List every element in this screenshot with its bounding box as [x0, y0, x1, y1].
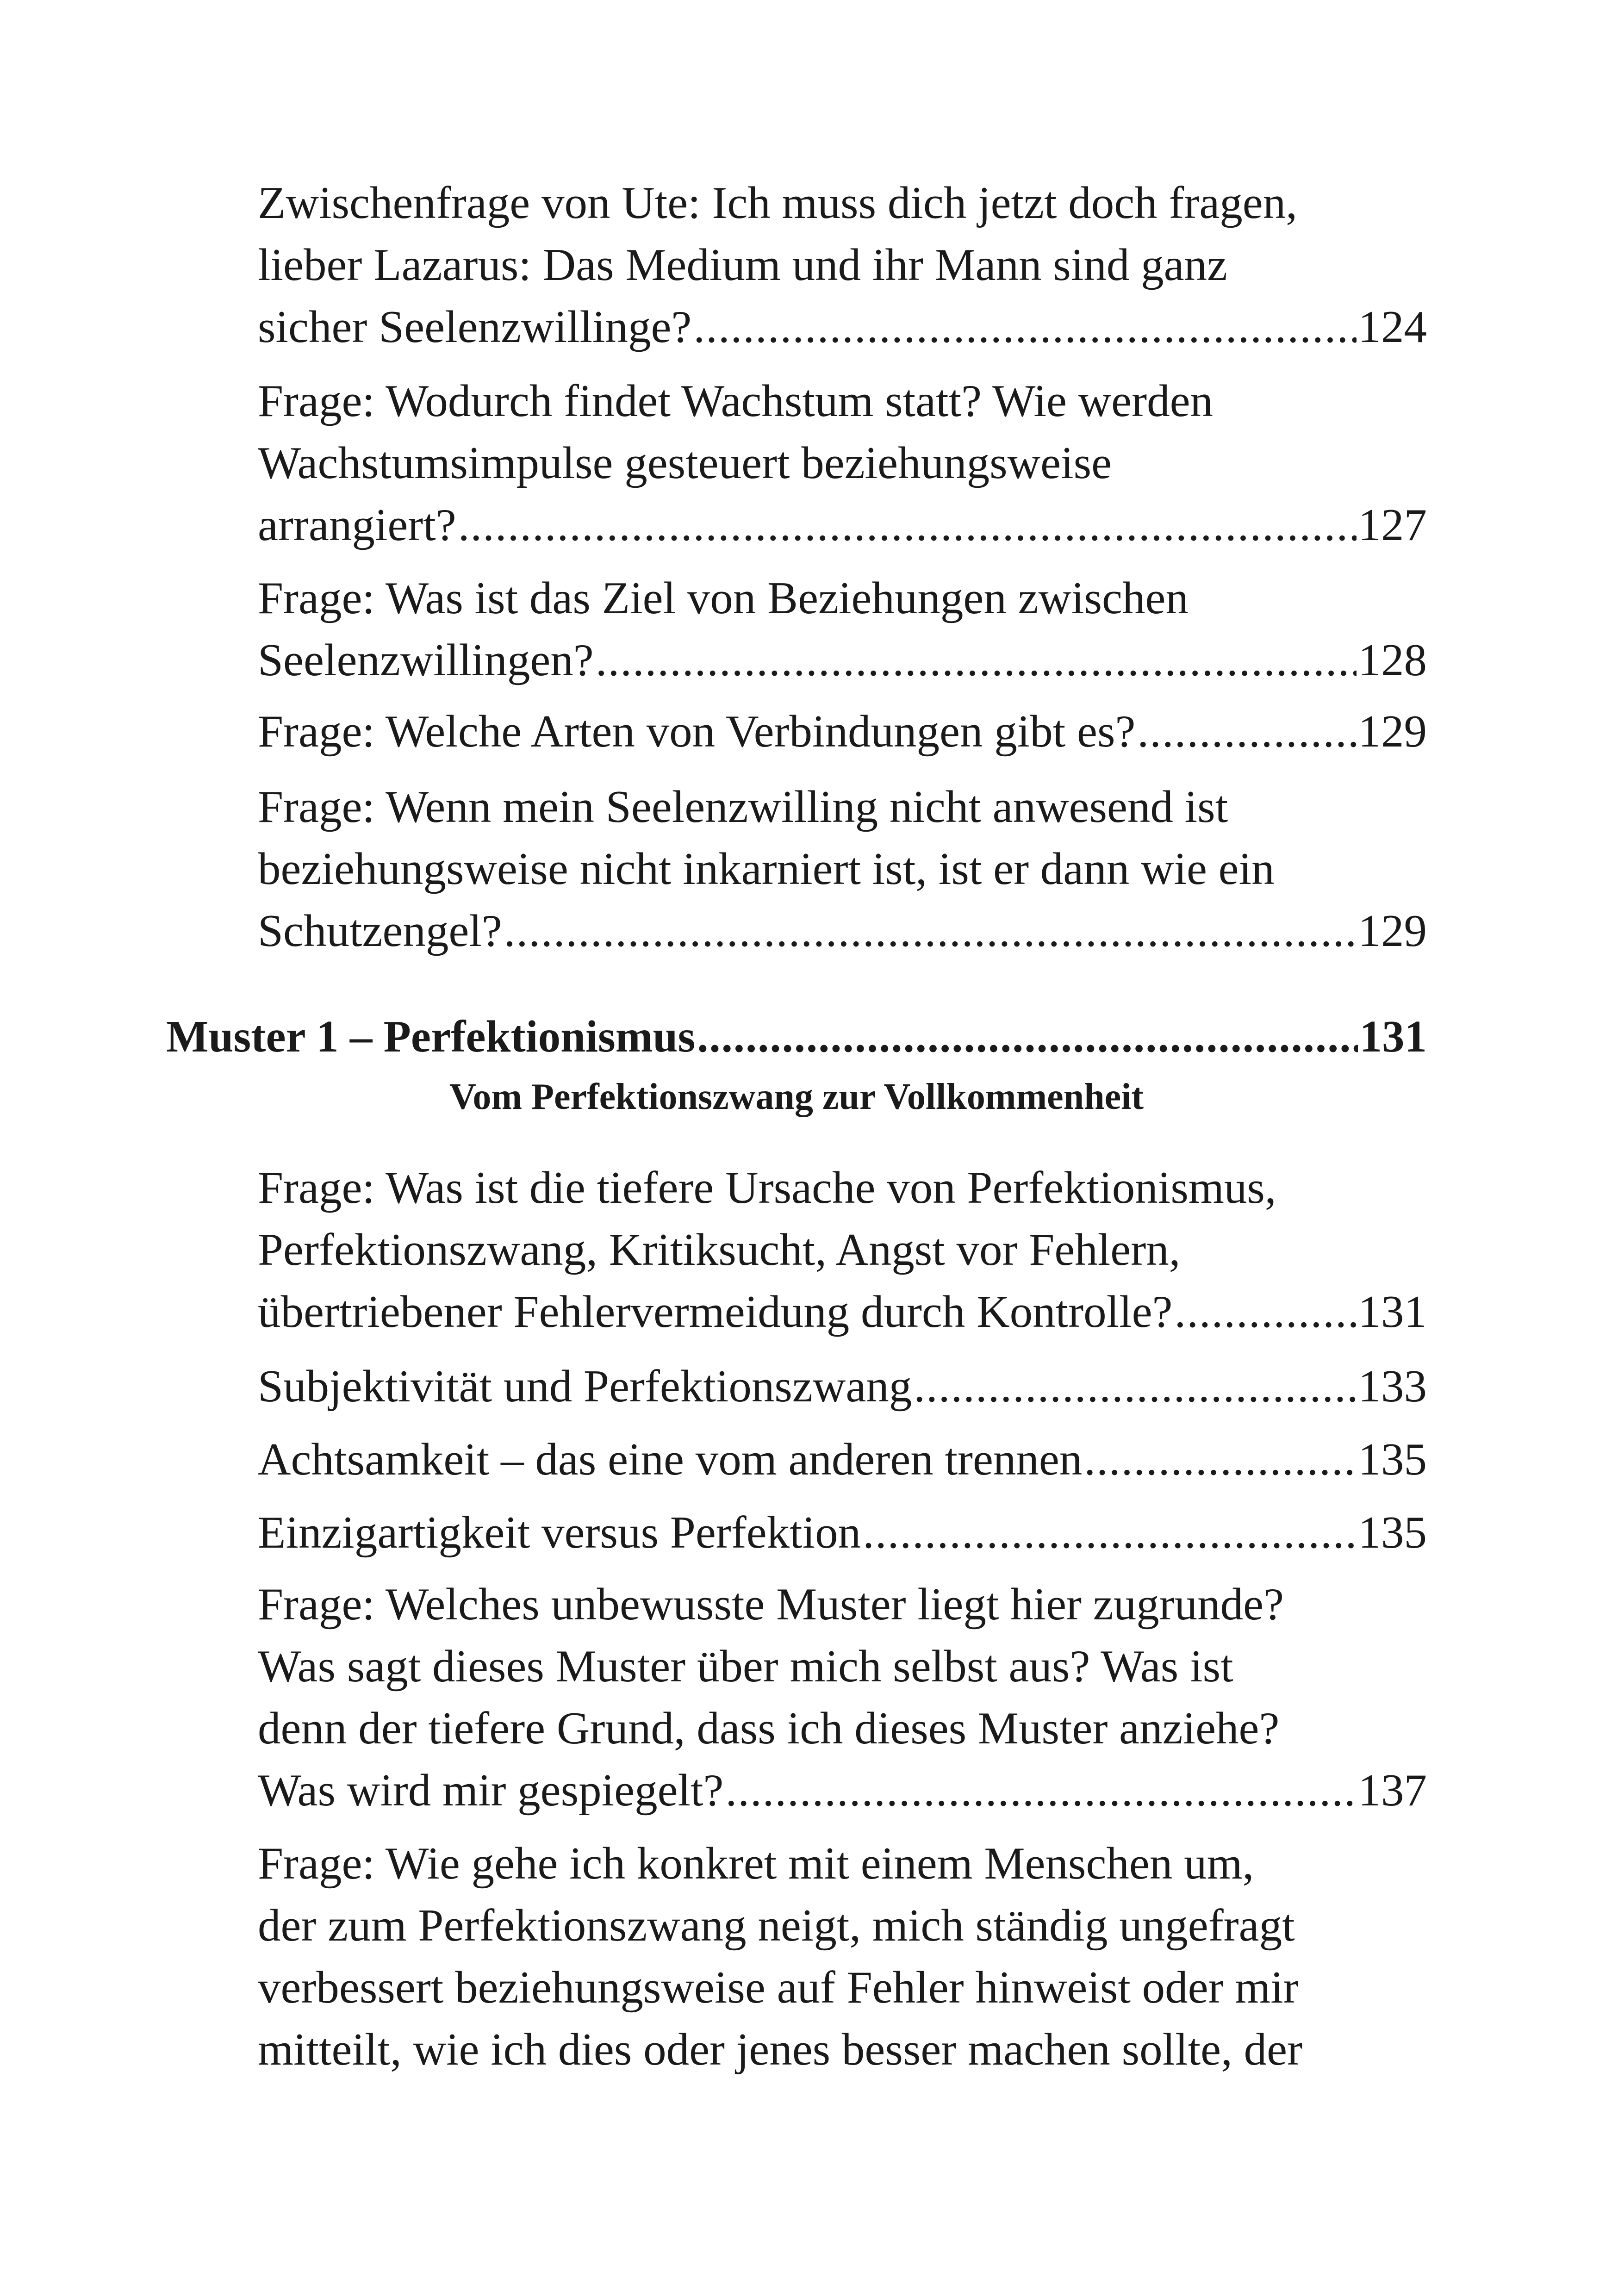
dot-leader: [914, 1356, 1356, 1418]
toc-entry-last-line: [258, 494, 1427, 556]
toc-entry-line: Frage: Wie gehe ich konkret mit einem Menschen um,: [258, 1838, 1254, 1889]
toc-entry-line: Was sagt dieses Muster über mich selbst aus? Was ist: [258, 1641, 1233, 1692]
page-number: 131: [1358, 1287, 1427, 1337]
toc-entry-text: Seelenzwillingen?: [258, 635, 594, 685]
page-number: 129: [1358, 906, 1427, 956]
toc-entry-line: mitteilt, wie ich dies oder jenes besser machen sollte, der: [258, 2024, 1303, 2075]
page-number: 135: [1358, 1434, 1427, 1485]
toc-entry-last-line: [258, 900, 1427, 962]
dot-leader: [458, 494, 1357, 556]
chapter-subtitle: Vom Perfektionszwang zur Vollkommenheit: [449, 1076, 1144, 1117]
toc-entry-text: Subjektivität und Perfektionszwang: [258, 1361, 912, 1412]
dot-leader: [863, 1502, 1356, 1564]
toc-entry-line: Frage: Wodurch findet Wachstum statt? Wie werden: [258, 376, 1214, 426]
dot-leader: [725, 1760, 1356, 1822]
toc-entry-last-line: [258, 1281, 1427, 1343]
toc-entry-continued[interactable]: [258, 1833, 1427, 2081]
page-number: 133: [1358, 1361, 1427, 1412]
toc-entry[interactable]: [258, 567, 1427, 691]
toc-entry-last-line: [258, 296, 1427, 358]
dot-leader: [596, 629, 1357, 691]
toc-entry-line: Perfektionszwang, Kritiksucht, Angst vor Fehlern,: [258, 1225, 1181, 1275]
toc-entry-line: der zum Perfektionszwang neigt, mich ständig ungefragt: [258, 1900, 1295, 1951]
toc-entry[interactable]: [258, 1157, 1427, 1343]
toc-entry-text: Schutzengel?: [258, 906, 502, 956]
toc-entry-last-line: [258, 1760, 1427, 1822]
chapter-title: Muster 1 – Perfektionismus: [166, 1012, 696, 1061]
toc-entry-text: Einzigartigkeit versus Perfektion: [258, 1507, 861, 1558]
toc-entry-last-line: [258, 701, 1427, 763]
page-number: 129: [1358, 706, 1427, 757]
page-number: 124: [1358, 302, 1427, 352]
toc-entry[interactable]: [258, 776, 1427, 962]
toc-entry[interactable]: [258, 1429, 1427, 1491]
toc-entry-line: Frage: Was ist das Ziel von Beziehungen zwischen: [258, 573, 1189, 623]
dot-leader: [693, 296, 1356, 358]
toc-entry-line: Frage: Wenn mein Seelenzwilling nicht anwesend ist: [258, 782, 1228, 832]
toc-entry-text: übertriebener Fehlervermeidung durch Kontrolle?: [258, 1287, 1173, 1337]
dot-leader: [504, 900, 1357, 962]
toc-entry-line: verbessert beziehungsweise auf Fehler hinweist oder mir: [258, 1962, 1299, 2013]
toc-entry[interactable]: [258, 172, 1427, 358]
toc-entry-line: Zwischenfrage von Ute: Ich muss dich jetzt doch fragen,: [258, 178, 1297, 228]
page-number: 137: [1358, 1765, 1427, 1816]
toc-entry[interactable]: [258, 1574, 1427, 1822]
page-number: 127: [1358, 500, 1427, 550]
dot-leader: [1084, 1429, 1356, 1491]
toc-entry[interactable]: [258, 1502, 1427, 1564]
chapter-page-number: 131: [1359, 1012, 1427, 1061]
toc-entry-last-line: [258, 1502, 1427, 1564]
toc-entry-text: Frage: Welche Arten von Verbindungen gibt es?: [258, 706, 1136, 757]
toc-entry-text: Achtsamkeit – das eine vom anderen trennen: [258, 1434, 1083, 1485]
toc-entry-line: beziehungsweise nicht inkarniert ist, ist er dann wie ein: [258, 844, 1275, 894]
toc-entry-text: Was wird mir gespiegelt?: [258, 1765, 724, 1816]
toc-entry-text: sicher Seelenzwillinge?: [258, 302, 692, 352]
toc-entry-last-line: [258, 1356, 1427, 1418]
toc-entry-line: Wachstumsimpulse gesteuert beziehungsweise: [258, 438, 1112, 488]
dot-leader: [697, 1006, 1357, 1068]
page-number: 128: [1358, 635, 1427, 685]
chapter-heading-line: [166, 1006, 1427, 1068]
toc-entry-text: arrangiert?: [258, 500, 456, 550]
toc-entry-line: lieber Lazarus: Das Medium und ihr Mann sind ganz: [258, 240, 1227, 290]
toc-entry-last-line: [258, 1429, 1427, 1491]
page-number: 135: [1358, 1507, 1427, 1558]
toc-entry-line: Frage: Was ist die tiefere Ursache von Perfektionismus,: [258, 1163, 1276, 1213]
dot-leader: [1174, 1281, 1356, 1343]
toc-entry[interactable]: [258, 370, 1427, 556]
dot-leader: [1137, 701, 1356, 763]
toc-entry-line: Frage: Welches unbewusste Muster liegt hier zugrunde?: [258, 1579, 1284, 1630]
toc-entry[interactable]: [258, 701, 1427, 763]
toc-entry-last-line: [258, 629, 1427, 691]
toc-entry-line: denn der tiefere Grund, dass ich dieses Muster anziehe?: [258, 1703, 1280, 1754]
chapter-heading[interactable]: [166, 1006, 1427, 1068]
toc-entry[interactable]: [258, 1356, 1427, 1418]
